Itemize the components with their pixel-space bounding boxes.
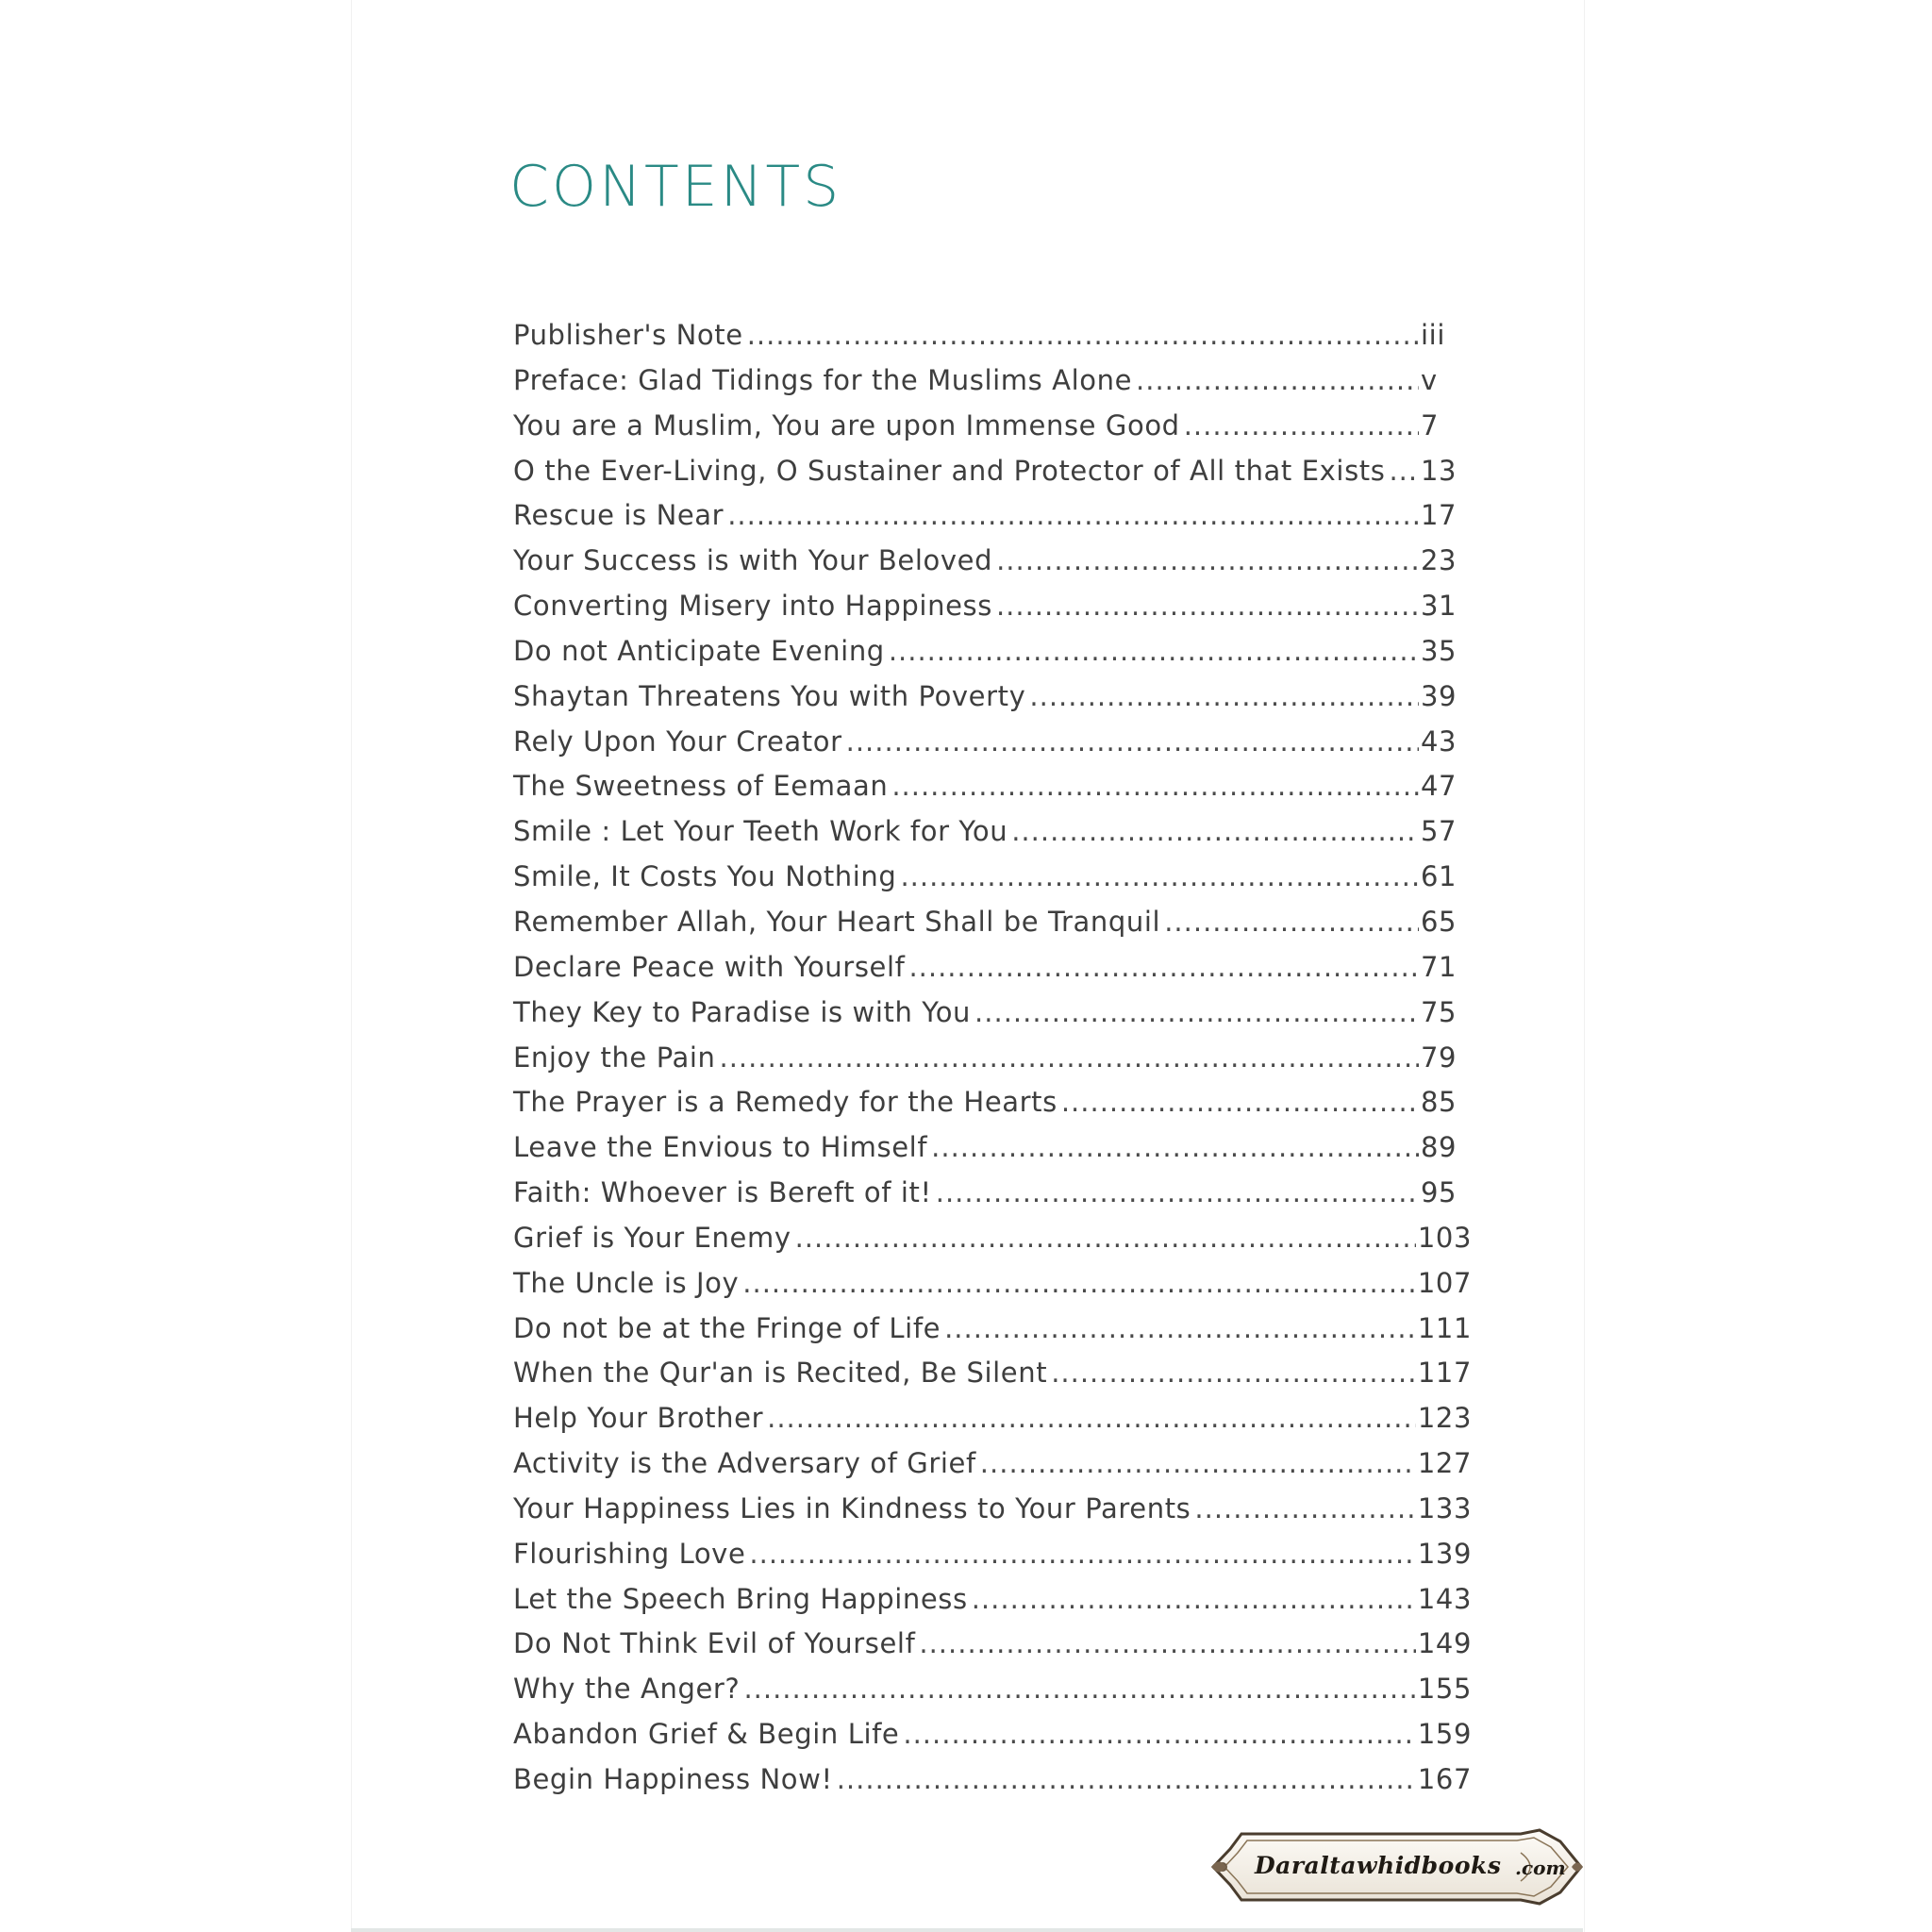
toc-entry — [513, 1267, 1472, 1312]
toc-entry — [513, 1673, 1472, 1718]
toc-entry-page-number: 117 — [1417, 1357, 1472, 1390]
toc-dot-leader — [1011, 815, 1419, 847]
toc-entry — [513, 1763, 1472, 1808]
toc-dot-leader — [846, 725, 1419, 758]
toc-entry — [513, 455, 1472, 500]
toc-entry — [513, 1627, 1472, 1673]
watermark-domain-suffix: .com — [1515, 1857, 1566, 1879]
toc-entry-title: When the Qur'an is Recited, Be Silent — [513, 1357, 1048, 1390]
toc-dot-leader — [1389, 455, 1419, 487]
toc-dot-leader — [900, 860, 1419, 892]
toc-entry-title: Leave the Envious to Himself — [513, 1131, 928, 1164]
toc-entry-page-number: 95 — [1421, 1176, 1457, 1209]
toc-dot-leader — [908, 951, 1419, 983]
toc-dot-leader — [1184, 409, 1419, 441]
toc-entry — [513, 770, 1472, 815]
toc-dot-leader — [1164, 906, 1419, 938]
toc-entry-title: Abandon Grief & Begin Life — [513, 1718, 900, 1751]
toc-entry-page-number: 57 — [1421, 815, 1457, 848]
toc-dot-leader — [1051, 1357, 1416, 1389]
toc-entry-page-number: 127 — [1417, 1447, 1472, 1480]
toc-dot-leader — [919, 1627, 1415, 1659]
toc-entry-title: Declare Peace with Yourself — [513, 950, 906, 983]
toc-dot-leader — [743, 1673, 1415, 1705]
toc-entry-title: Let the Speech Bring Happiness — [513, 1582, 968, 1615]
toc-entry-page-number: 79 — [1421, 1041, 1457, 1074]
toc-entry-title: Publisher's Note — [513, 319, 743, 351]
toc-entry-title: Do not Anticipate Evening — [513, 634, 885, 667]
toc-dot-leader — [1061, 1086, 1419, 1118]
toc-entry-title: Flourishing Love — [513, 1537, 746, 1570]
toc-entry-page-number: 143 — [1417, 1582, 1472, 1615]
toc-dot-leader — [891, 770, 1419, 802]
toc-dot-leader — [980, 1447, 1416, 1479]
toc-dot-leader — [1029, 680, 1419, 712]
toc-dot-leader — [749, 1538, 1415, 1570]
toc-entry-page-number: 39 — [1421, 679, 1457, 712]
toc-entry-page-number: 31 — [1421, 590, 1457, 623]
toc-entry — [513, 725, 1472, 771]
toc-entry — [513, 635, 1472, 680]
toc-entry-page-number: 123 — [1417, 1402, 1472, 1435]
toc-entry — [513, 1402, 1472, 1447]
toc-entry-title: Begin Happiness Now! — [513, 1763, 833, 1795]
toc-entry — [513, 815, 1472, 860]
toc-entry-page-number: 133 — [1417, 1491, 1472, 1524]
toc-entry — [513, 860, 1472, 906]
toc-entry-page-number: v — [1421, 363, 1438, 396]
toc-dot-leader — [903, 1718, 1415, 1750]
toc-entry-title: Faith: Whoever is Bereft of it! — [513, 1176, 932, 1209]
toc-entry-title: The Uncle is Joy — [513, 1266, 740, 1299]
toc-entry — [513, 1086, 1472, 1131]
watermark-text: Daraltawhidbooks — [1255, 1852, 1502, 1879]
toc-entry-page-number: 103 — [1417, 1221, 1472, 1254]
toc-entry-title: The Prayer is a Remedy for the Hearts — [513, 1086, 1058, 1119]
toc-entry-title: Help Your Brother — [513, 1402, 764, 1435]
toc-entry — [513, 1583, 1472, 1628]
toc-entry — [513, 364, 1472, 409]
table-of-contents — [513, 319, 1472, 1808]
toc-entry-page-number: 43 — [1421, 724, 1457, 758]
toc-dot-leader — [944, 1312, 1416, 1344]
toc-entry-page-number: 111 — [1417, 1311, 1472, 1344]
toc-entry-title: Do Not Think Evil of Yourself — [513, 1627, 916, 1660]
page-bottom-edge — [351, 1928, 1583, 1932]
toc-entry — [513, 1222, 1472, 1267]
toc-entry-title: Shaytan Threatens You with Poverty — [513, 679, 1026, 712]
toc-dot-leader — [1136, 364, 1419, 396]
toc-entry-page-number: 35 — [1421, 634, 1457, 667]
toc-entry-page-number: 61 — [1421, 860, 1457, 893]
toc-entry-page-number: iii — [1421, 319, 1445, 351]
toc-dot-leader — [931, 1131, 1419, 1163]
toc-dot-leader — [795, 1222, 1416, 1254]
toc-entry-title: The Sweetness of Eemaan — [513, 770, 889, 803]
toc-entry-title: Remember Allah, Your Heart Shall be Tranquil — [513, 905, 1161, 938]
toc-entry-title: Smile : Let Your Teeth Work for You — [513, 815, 1008, 848]
toc-entry-title: Preface: Glad Tidings for the Muslims Alone — [513, 363, 1133, 396]
toc-dot-leader — [996, 544, 1419, 576]
toc-dot-leader — [889, 635, 1419, 667]
toc-entry — [513, 1176, 1472, 1222]
toc-entry — [513, 1718, 1472, 1763]
toc-entry-page-number: 159 — [1417, 1718, 1472, 1751]
toc-entry-page-number: 13 — [1421, 454, 1457, 487]
toc-dot-leader — [974, 996, 1419, 1028]
toc-entry — [513, 1041, 1472, 1087]
toc-entry — [513, 544, 1472, 590]
toc-entry — [513, 951, 1472, 996]
toc-entry-title: Grief is Your Enemy — [513, 1221, 791, 1254]
toc-entry — [513, 1357, 1472, 1402]
toc-entry-title: Why the Anger? — [513, 1673, 741, 1706]
toc-dot-leader — [727, 499, 1419, 531]
toc-dot-leader — [972, 1583, 1416, 1615]
page-title: CONTENTS — [509, 154, 842, 220]
toc-dot-leader — [1194, 1492, 1415, 1524]
toc-entry-page-number: 75 — [1421, 995, 1457, 1028]
toc-entry-page-number: 107 — [1417, 1266, 1472, 1299]
toc-entry-title: Do not be at the Fringe of Life — [513, 1311, 941, 1344]
toc-entry — [513, 409, 1472, 455]
toc-dot-leader — [996, 590, 1419, 622]
toc-entry-page-number: 71 — [1421, 950, 1457, 983]
toc-entry — [513, 1492, 1472, 1538]
toc-entry-title: You are a Muslim, You are upon Immense Good — [513, 408, 1180, 441]
toc-entry-page-number: 7 — [1421, 408, 1440, 441]
toc-entry — [513, 319, 1472, 364]
toc-entry-page-number: 17 — [1421, 499, 1457, 532]
toc-entry-title: Smile, It Costs You Nothing — [513, 860, 897, 893]
toc-entry-title: Enjoy the Pain — [513, 1041, 716, 1074]
toc-dot-leader — [747, 319, 1419, 351]
toc-entry-page-number: 149 — [1417, 1627, 1472, 1660]
toc-entry-page-number: 65 — [1421, 905, 1457, 938]
toc-entry — [513, 1312, 1472, 1357]
toc-dot-leader — [767, 1402, 1416, 1434]
toc-entry-title: Rely Upon Your Creator — [513, 724, 842, 758]
toc-entry-title: O the Ever-Living, O Sustainer and Protector of All that Exists — [513, 454, 1386, 487]
toc-entry-title: Activity is the Adversary of Grief — [513, 1447, 976, 1480]
toc-entry — [513, 499, 1472, 544]
toc-entry-title: They Key to Paradise is with You — [513, 995, 972, 1028]
toc-entry-page-number: 89 — [1421, 1131, 1457, 1164]
toc-entry-page-number: 139 — [1417, 1537, 1472, 1570]
toc-entry-title: Converting Misery into Happiness — [513, 590, 992, 623]
toc-entry — [513, 1447, 1472, 1492]
toc-entry-title: Rescue is Near — [513, 499, 724, 532]
toc-dot-leader — [742, 1267, 1416, 1299]
toc-entry-page-number: 167 — [1417, 1763, 1472, 1795]
toc-entry-page-number: 155 — [1417, 1673, 1472, 1706]
toc-entry-page-number: 47 — [1421, 770, 1457, 803]
toc-entry-title: Your Success is with Your Beloved — [513, 544, 993, 577]
toc-entry — [513, 996, 1472, 1041]
toc-entry — [513, 1131, 1472, 1176]
toc-dot-leader — [720, 1041, 1420, 1074]
toc-entry-page-number: 85 — [1421, 1086, 1457, 1119]
toc-dot-leader — [936, 1176, 1419, 1208]
toc-entry-page-number: 23 — [1421, 544, 1457, 577]
toc-entry — [513, 1538, 1472, 1583]
toc-entry — [513, 680, 1472, 725]
toc-dot-leader — [837, 1763, 1416, 1795]
toc-entry — [513, 590, 1472, 635]
toc-entry-title: Your Happiness Lies in Kindness to Your Parents — [513, 1491, 1191, 1524]
toc-entry — [513, 906, 1472, 951]
